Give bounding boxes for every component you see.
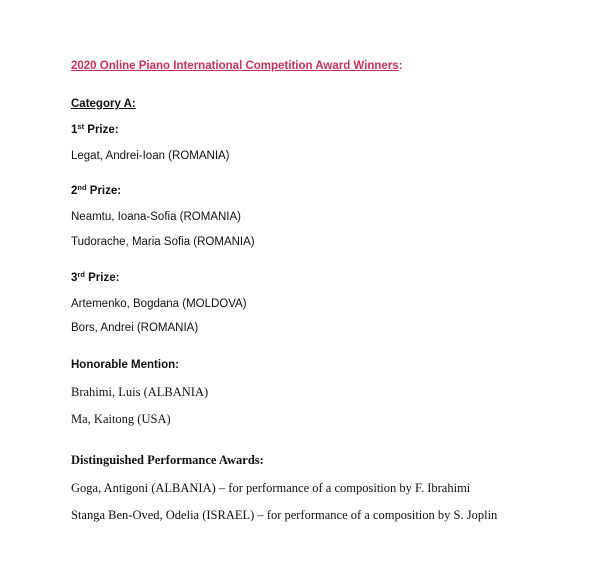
first-prize-num: 1 [71,124,78,136]
first-prize-label: Prize: [84,124,119,136]
distinguished-item: Stanga Ben-Oved, Odelia (ISRAEL) – for performance of a composition by S. Joplin [71,508,498,522]
honorable-item: Ma, Kaitong (USA) [71,412,171,426]
second-prize-label: Prize: [86,185,122,197]
first-prize-sup: st [77,122,85,131]
honorable-heading: Honorable Mention: [71,359,179,371]
title-punct: : [398,60,403,72]
winner-item: Neamtu, Ioana-Sofia (ROMANIA) [71,211,242,223]
third-prize-num: 3 [71,272,78,284]
winner-item: Legat, Andrei-Ioan (ROMANIA) [71,150,230,162]
first-prize-heading [71,124,119,136]
document-title [71,60,403,72]
second-prize-sup: nd [77,183,87,192]
category-heading: Category A: [71,98,136,110]
winner-item: Bors, Andrei (ROMANIA) [71,322,199,334]
third-prize-heading [71,272,119,284]
winner-item: Artemenko, Bogdana (MOLDOVA) [71,298,247,310]
third-prize-sup: rd [77,270,85,279]
second-prize-num: 2 [71,185,78,197]
second-prize-heading [71,185,121,197]
title-text: 2020 Online Piano International Competition Award Winners [71,60,399,72]
honorable-item: Brahimi, Luis (ALBANIA) [71,385,209,399]
winner-item: Tudorache, Maria Sofia (ROMANIA) [71,236,255,248]
distinguished-heading: Distinguished Performance Awards: [71,453,264,467]
distinguished-item: Goga, Antigoni (ALBANIA) – for performance of a composition by F. Ibrahimi [71,481,471,495]
third-prize-label: Prize: [84,272,120,284]
